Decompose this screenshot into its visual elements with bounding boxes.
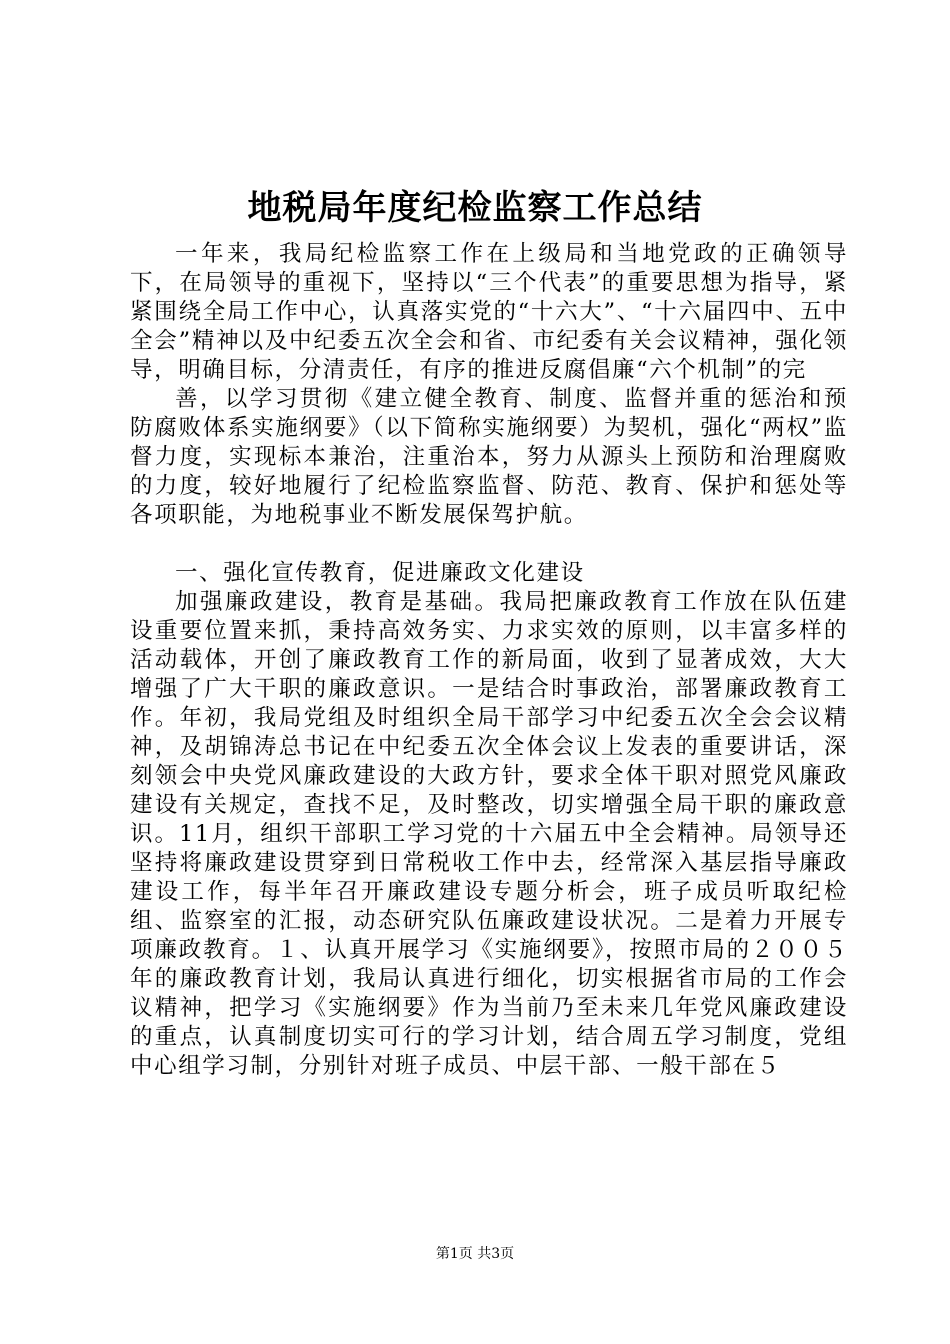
- paragraph-intro: 一年来，我局纪检监察工作在上级局和当地党政的正确领导下，在局领导的重视下，坚持以“三个代表”的重要思想为指导，紧紧围绕全局工作中心，认真落实党的“十六大”、“十六届四中、五中全会”精神以及中纪委五次全会和省、市纪委有关会议精神，强化领导，明确目标，分清责任，有序的推进反腐倡廉“六个机制”的完: [130, 241, 848, 383]
- page-footer: 第1页 共3页: [435, 1246, 515, 1262]
- document-body: [130, 240, 848, 1081]
- section-heading: 一、强化宣传教育，促进廉政文化建设: [175, 560, 585, 586]
- paragraph-section-one: 加强廉政建设，教育是基础。我局把廉政教育工作放在队伍建设重要位置来抓，秉持高效务实、力求实效的原则，以丰富多样的活动载体，开创了廉政教育工作的新局面，收到了显著成效，大大增强了广大干职的廉政意识。一是结合时事政治，部署廉政教育工作。年初，我局党组及时组织全局干部学习中纪委五次全会会议精神，及胡锦涛总书记在中纪委五次全体会议上发表的重要讲话，深刻领会中央党风廉政建设的大政方针，要求全体干职对照党风廉政建设有关规定，查找不足，及时整改，切实增强全局干职的廉政意识。11月，组织干部职工学习党的十六届五中全会精神。局领导还坚持将廉政建设贯穿到日常税收工作中去，经常深入基层指导廉政建设工作，每半年召开廉政建设专题分析会，班子成员听取纪检组、监察室的汇报，动态研究队伍廉政建设状况。二是着力开展专项廉政教育。１、认真开展学习《实施纲要》，按照市局的２００５年的廉政教育计划，我局认真进行细化，切实根据省市局的工作会议精神，把学习《实施纲要》作为当前乃至未来几年党风廉政建设的重点，认真制度切实可行的学习计划，结合周五学习制度，党组中心组学习制，分别针对班子成员、中层干部、一般干部在５: [130, 589, 848, 1079]
- document-title: 地税局年度纪检监察工作总结: [247, 188, 703, 228]
- paragraph-intro-continued: 善，以学习贯彻《建立健全教育、制度、监督并重的惩治和预防腐败体系实施纲要》（以下简称实施纲要）为契机，强化“两权”监督力度，实现标本兼治，注重治本，努力从源头上预防和治理腐败的力度，较好地履行了纪检监察监督、防范、教育、保护和惩处等各项职能，为地税事业不断发展保驾护航。: [130, 386, 848, 528]
- paragraph-gap: [130, 530, 848, 559]
